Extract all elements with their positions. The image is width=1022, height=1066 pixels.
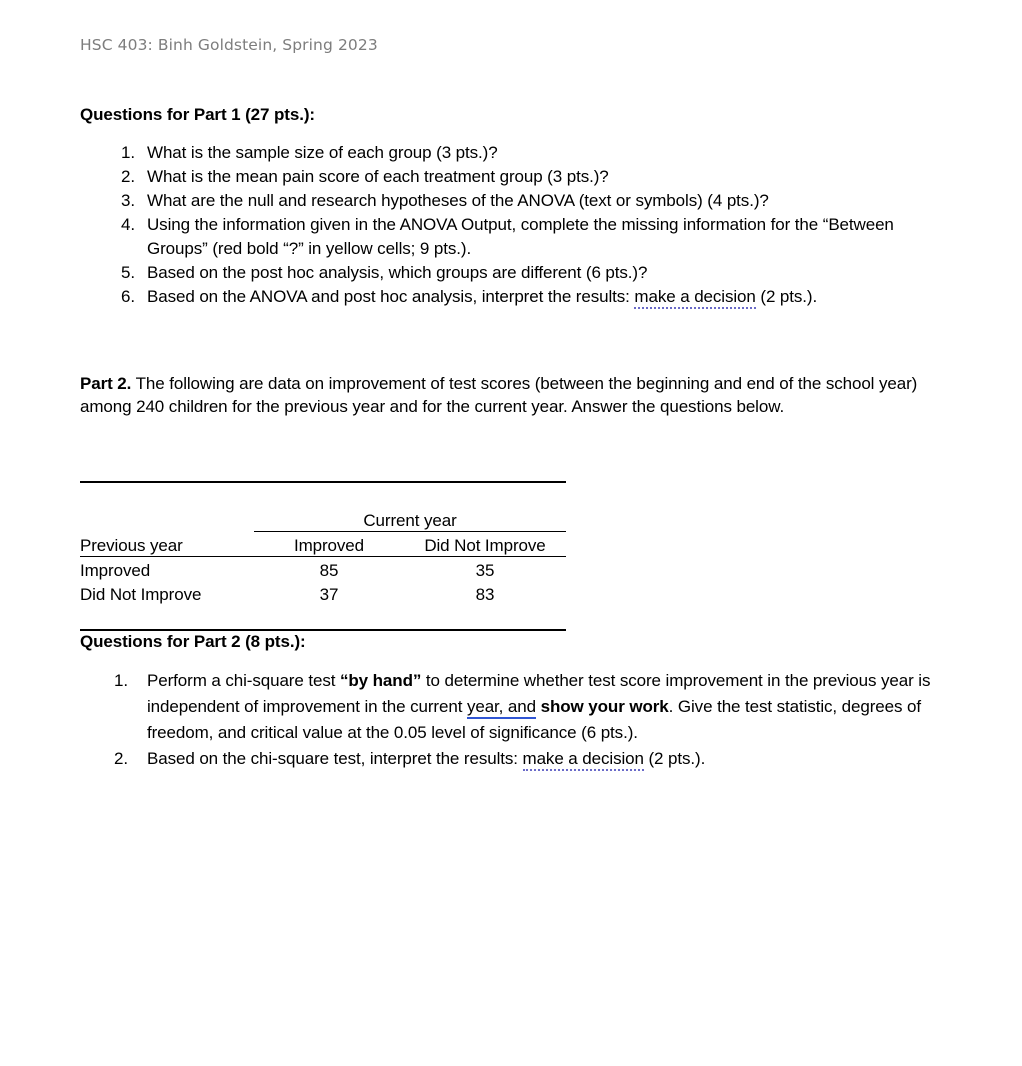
table-bottom-rule (80, 605, 566, 630)
contingency-table-wrapper (80, 481, 566, 631)
part2-questions-heading: Questions for Part 2 (8 pts.): (80, 632, 306, 651)
part1-question-list (80, 141, 946, 309)
rule-cell (80, 605, 254, 630)
list-item-text: Based on the post hoc analysis, which groups are different (6 pts.)? (147, 263, 648, 282)
list-item-number: 2. (114, 749, 128, 768)
table-header-row (80, 532, 566, 557)
list-item-text: Using the information given in the ANOVA Output, complete the missing information for the “Between Groups” (red bold “?” in yellow cells; 9 pts.). (147, 215, 894, 258)
list-item (80, 165, 946, 189)
link-annotation[interactable]: year, and (467, 697, 536, 719)
rule-cell (254, 482, 404, 507)
q1-segment-2: to determine whether test score improvement in the previous year is independent of improvement in the current (147, 671, 931, 716)
grammar-annotation[interactable]: make a decision (523, 749, 644, 771)
list-item (80, 746, 946, 772)
q2-segment-1: Based on the chi-square test, interpret the results: (147, 749, 523, 768)
table-row-label: Did Not Improve (80, 585, 202, 604)
table-row-label: Improved (80, 561, 151, 580)
list-item-text: What are the null and research hypotheses of the ANOVA (text or symbols) (4 pts.)? (147, 191, 769, 210)
part2-intro-paragraph (80, 373, 946, 418)
list-item-text: What is the mean pain score of each treatment group (3 pts.)? (147, 167, 609, 186)
list-item-number: 6. (121, 287, 135, 306)
list-item-text-before: Based on the ANOVA and post hoc analysis, interpret the results: (147, 287, 635, 306)
list-item-number: 4. (121, 215, 135, 234)
table-column-header: Did Not Improve (404, 532, 566, 557)
list-item-number: 2. (121, 167, 135, 186)
list-item (80, 668, 946, 746)
rule-cell (404, 482, 566, 507)
grammar-annotation[interactable]: make a decision (634, 287, 755, 309)
table-empty-corner (80, 507, 254, 532)
table-cell: 85 (319, 561, 339, 580)
rule-cell (404, 605, 566, 630)
list-item-number: 3. (121, 191, 135, 210)
list-item (80, 141, 946, 165)
list-item (80, 213, 946, 261)
table-row (80, 581, 566, 605)
table-span-header-row (80, 507, 566, 532)
q2-segment-2: (2 pts.). (643, 749, 706, 768)
table-cell: 35 (475, 561, 495, 580)
table-span-header: Current year (254, 507, 566, 532)
rule-cell (80, 482, 254, 507)
part1-questions-heading: Questions for Part 1 (27 pts.): (80, 105, 315, 124)
table-row (80, 557, 566, 582)
list-item-number: 1. (114, 671, 128, 690)
list-item (80, 189, 946, 213)
contingency-table (80, 481, 566, 631)
q1-bold-by-hand: “by hand” (339, 671, 422, 690)
part2-label: Part 2. (80, 374, 132, 393)
part2-question-list (80, 668, 946, 772)
list-item-number: 5. (121, 263, 135, 282)
q1-segment-4: . Give the test statistic, degrees of freedom, and critical value at the 0.05 level of significance (6 pts.). (147, 697, 922, 742)
q1-segment-1: Perform a chi-square test (147, 671, 340, 690)
list-item-number: 1. (121, 143, 135, 162)
table-column-header: Improved (254, 532, 404, 557)
table-top-rule (80, 482, 566, 507)
table-cell: 83 (475, 585, 495, 604)
table-stub-header: Previous year (80, 532, 254, 557)
rule-cell (254, 605, 404, 630)
list-item-text: What is the sample size of each group (3 pts.)? (147, 143, 498, 162)
q1-bold-show-your-work: show your work (540, 697, 669, 716)
table-cell: 37 (319, 585, 339, 604)
list-item (80, 285, 946, 309)
list-item-text-after: (2 pts.). (755, 287, 818, 306)
list-item (80, 261, 946, 285)
running-header: HSC 403: Binh Goldstein, Spring 2023 (80, 36, 378, 54)
part2-body-text: The following are data on improvement of test scores (between the beginning and end of the school year) among 240 children for the previous year and for the current year. Answer the questions below. (80, 374, 918, 416)
